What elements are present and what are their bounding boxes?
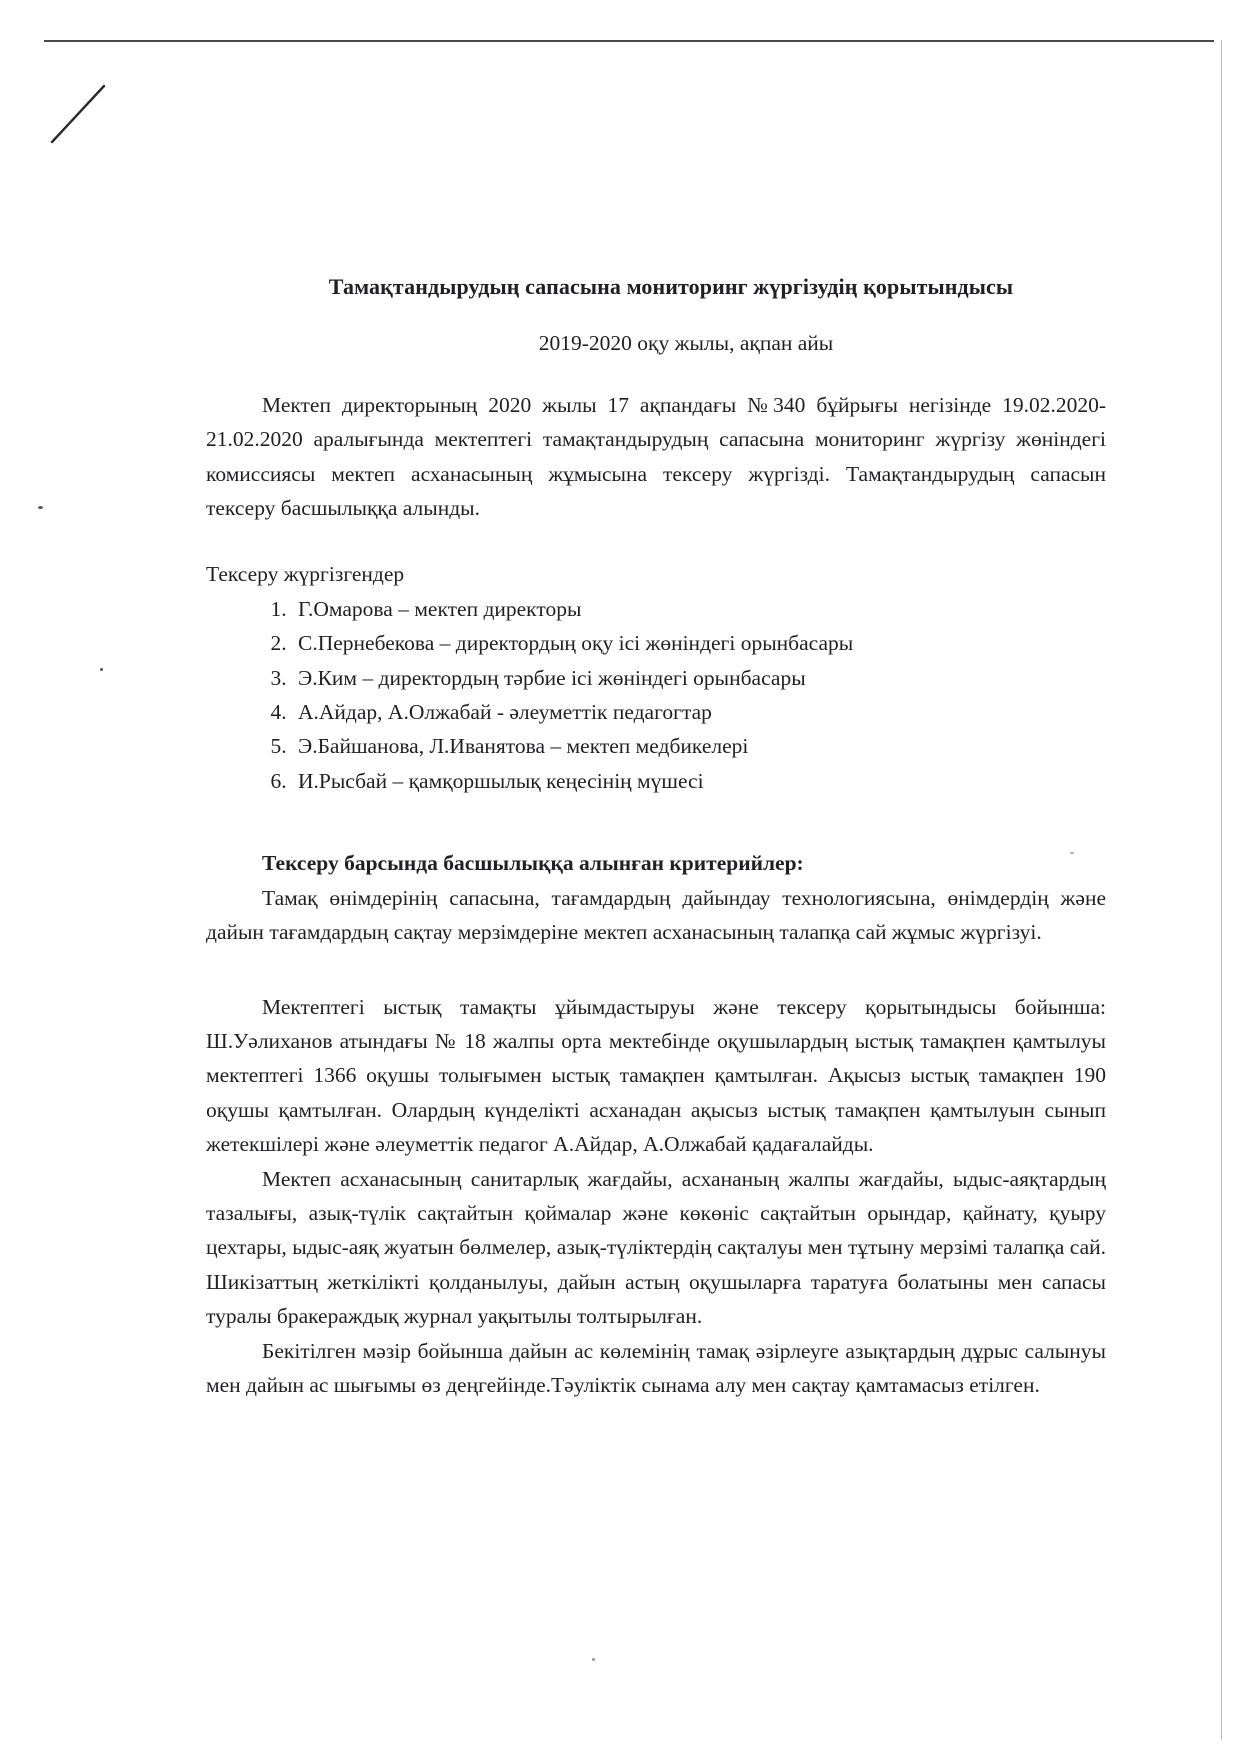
sanitary-paragraph: Мектеп асханасының санитарлық жағдайы, асхананың жалпы жағдайы, ыдыс-аяқтардың тазалығы, азық-түлік сақтайтын қоймалар және көкөніс сақтайтын орындар, қайнату, қуыру цехтары, ыдыс-аяқ жуатын бөлмелер, азық-түліктердің сақталуы мен тұтыну мерзімі талапқа сай. Шикізаттың жеткілікті қолданылуы, дайын астың оқушыларға таратуға болатыны мен сапасы туралы бракераждық журнал уақытылы толтырылған. xyxy=(206,1166,1106,1329)
document-subtitle: 2019-2020 оқу жылы, ақпан айы xyxy=(538,331,834,356)
document-title: Тамақтандырудың сапасына мониторинг жүргізудің қорытындысы xyxy=(328,274,1014,299)
list-item: 3. Э.Ким – директордың тәрбие ісі жөніндегі орынбасары xyxy=(292,661,1106,695)
scan-speck xyxy=(38,506,43,509)
list-item: 4. А.Айдар, А.Олжабай - әлеуметтік педагогтар xyxy=(292,695,1106,729)
list-item: 6. И.Рысбай – қамқоршылық кеңесінің мүшесі xyxy=(292,764,1106,798)
menu-paragraph: Бекітілген мәзір бойынша дайын ас көлемінің тамақ әзірлеуге азықтардың дұрыс салынуы мен дайын ас шығымы өз деңгейінде.Тәуліктік сынама алу мен сақтау қамтамасыз етілген. xyxy=(206,1338,1106,1397)
pen-stroke-mark xyxy=(48,84,108,146)
list-item: 5. Э.Байшанова, Л.Иванятова – мектеп медбикелері xyxy=(292,729,1106,763)
scan-speck xyxy=(592,1658,595,1661)
scan-speck xyxy=(100,668,103,671)
list-item: 1. Г.Омарова – мектеп директоры xyxy=(292,592,1106,626)
intro-paragraph: Мектеп директорының 2020 жылы 17 ақпандағы №340 бұйрығы негізінде 19.02.2020-21.02.2020 аралығында мектептегі тамақтандырудың сапасына мониторинг жүргізу жөніндегі комиссиясы мектеп асханасының жұмысына тексеру жүргізді. Тамақтандырудың сапасын тексеру басшылыққа алынды. xyxy=(206,392,1106,521)
document-page xyxy=(206,270,1106,1402)
inspectors-title: Тексеру жүргізгендер xyxy=(206,562,405,587)
list-item: 2. С.Пернебекова – директордың оқу ісі жөніндегі орынбасары xyxy=(292,626,1106,660)
hot-meals-paragraph: Мектептегі ыстық тамақты ұйымдастыруы және тексеру қорытындысы бойынша: Ш.Уәлиханов атындағы № 18 жалпы орта мектебінде оқушылардың ыстық тамақпен қамтылуы мектептегі 1366 оқушы толығымен ыстық тамақпен қамтылған. Ақысыз ыстық тамақпен 190 оқушы қамтылған. Олардың күнделікті асханадан ақысыз ыстық тамақпен қамтылуын сынып жетекшілері және әлеуметтік педагог А.Айдар, А.Олжабай қадағалайды. xyxy=(206,994,1106,1157)
criteria-paragraph: Тамақ өнімдерінің сапасына, тағамдардың дайындау технологиясына, өнімдердің және дайын тағамдардың сақтау мерзімдеріне мектеп асханасының талапқа сай жұмыс жүргізуі. xyxy=(206,885,1106,945)
scan-border-top xyxy=(44,40,1214,42)
scan-border-right xyxy=(1221,40,1222,1740)
criteria-heading: Тексеру барсында басшылыққа алынған критерийлер: xyxy=(262,851,804,876)
inspectors-list xyxy=(206,592,1106,798)
